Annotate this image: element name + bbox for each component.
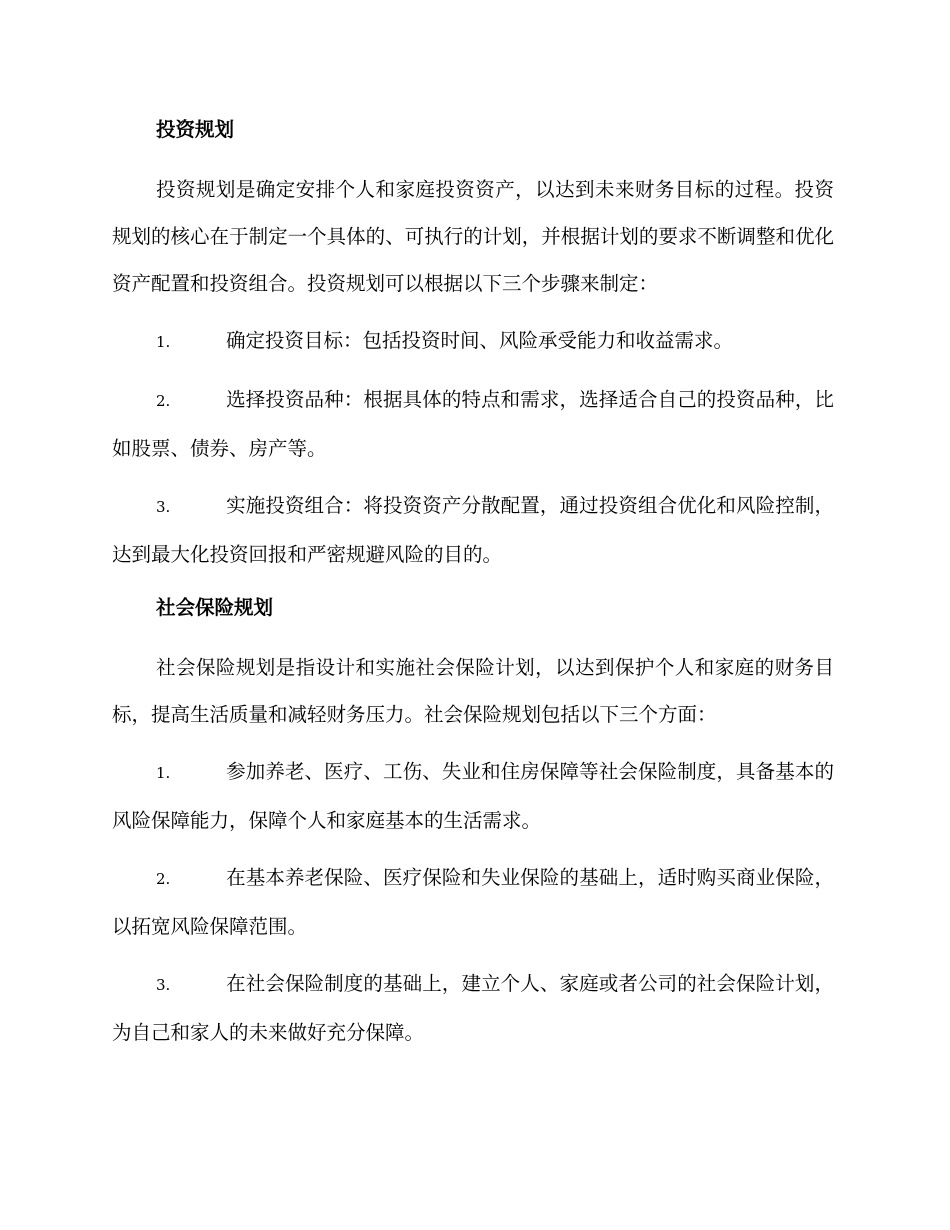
list-item (112, 317, 834, 366)
list-number: 1. (156, 764, 171, 782)
list-text: 实施投资组合：将投资资产分散配置，通过投资组合优化和风险控制，达到最大化投资回报和严密规避风险的目的。 (112, 494, 834, 566)
list-number: 3. (156, 498, 171, 516)
list-number: 2. (156, 870, 171, 888)
section-investment-planning (112, 110, 834, 578)
document-page (112, 110, 834, 1066)
list-item (112, 960, 834, 1056)
list-text: 参加养老、医疗、工伤、失业和住房保障等社会保险制度，具备基本的风险保障能力，保障个人和家庭基本的生活需求。 (112, 760, 834, 832)
list-number: 2. (156, 392, 171, 410)
list-item (112, 376, 834, 472)
list-item (112, 482, 834, 578)
list-number: 1. (156, 333, 171, 351)
list-item (112, 854, 834, 950)
list-number: 3. (156, 976, 171, 994)
list-item (112, 748, 834, 844)
list-text: 在社会保险制度的基础上，建立个人、家庭或者公司的社会保险计划，为自己和家人的未来做好充分保障。 (112, 972, 834, 1044)
section-social-insurance-planning (112, 588, 834, 1056)
list-text: 选择投资品种：根据具体的特点和需求，选择适合自己的投资品种，比如股票、债券、房产等。 (112, 388, 834, 460)
list-text: 确定投资目标：包括投资时间、风险承受能力和收益需求。 (226, 329, 734, 352)
section-heading: 社会保险规划 (156, 596, 274, 619)
section-intro: 社会保险规划是指设计和实施社会保险计划，以达到保护个人和家庭的财务目标，提高生活质量和减轻财务压力。社会保险规划包括以下三个方面： (112, 656, 834, 726)
section-intro: 投资规划是确定安排个人和家庭投资资产，以达到未来财务目标的过程。投资规划的核心在于制定一个具体的、可执行的计划，并根据计划的要求不断调整和优化资产配置和投资组合。投资规划可以根据以下三个步骤来制定： (112, 178, 834, 295)
list-text: 在基本养老保险、医疗保险和失业保险的基础上，适时购买商业保险，以拓宽风险保障范围。 (112, 866, 834, 938)
section-heading: 投资规划 (156, 118, 235, 141)
